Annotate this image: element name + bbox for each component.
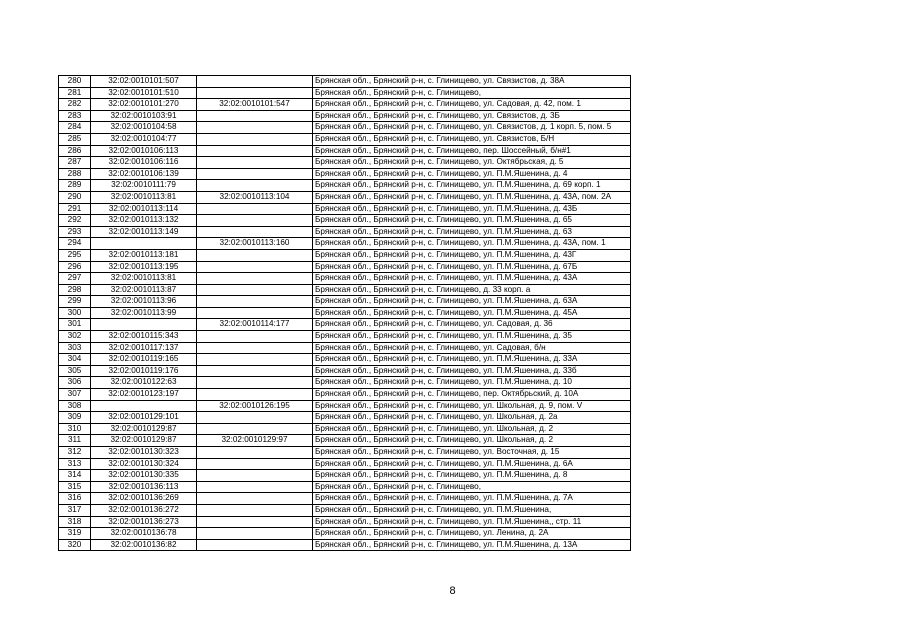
related-cadastral-number-cell: [197, 203, 313, 215]
cadastral-number-cell: 32:02:0010136:273: [91, 516, 197, 528]
row-number-cell: 308: [59, 400, 91, 412]
related-cadastral-number-cell: [197, 284, 313, 296]
address-cell: Брянская обл., Брянский р-н, с. Глинищево, ул. П.М.Яшенина, д. 43А, пом. 2А: [313, 191, 631, 203]
related-cadastral-number-cell: [197, 249, 313, 261]
row-number-cell: 309: [59, 412, 91, 424]
cadastral-number-cell: 32:02:0010113:132: [91, 215, 197, 227]
table-row: [59, 365, 631, 377]
table-row: [59, 122, 631, 134]
related-cadastral-number-cell: [197, 122, 313, 134]
row-number-cell: 307: [59, 389, 91, 401]
table-row: [59, 110, 631, 122]
related-cadastral-number-cell: 32:02:0010101:547: [197, 99, 313, 111]
table-row: [59, 412, 631, 424]
registry-table: [58, 75, 631, 551]
cadastral-number-cell: 32:02:0010113:149: [91, 226, 197, 238]
related-cadastral-number-cell: [197, 157, 313, 169]
address-cell: Брянская обл., Брянский р-н, с. Глинищево, ул. П.М.Яшенина, д. 4: [313, 168, 631, 180]
row-number-cell: 302: [59, 331, 91, 343]
cadastral-number-cell: 32:02:0010123:197: [91, 389, 197, 401]
address-cell: Брянская обл., Брянский р-н, с. Глинищево, ул. Школьная, д. 2а: [313, 412, 631, 424]
related-cadastral-number-cell: [197, 447, 313, 459]
related-cadastral-number-cell: 32:02:0010114:177: [197, 319, 313, 331]
address-cell: Брянская обл., Брянский р-н, с. Глинищево, ул. П.М.Яшенина, д. 33А: [313, 354, 631, 366]
cadastral-number-cell: 32:02:0010101:507: [91, 76, 197, 88]
related-cadastral-number-cell: [197, 273, 313, 285]
cadastral-number-cell: 32:02:0010130:335: [91, 470, 197, 482]
address-cell: Брянская обл., Брянский р-н, с. Глинищево, д. 33 корп. а: [313, 284, 631, 296]
table-row: [59, 145, 631, 157]
row-number-cell: 292: [59, 215, 91, 227]
cadastral-number-cell: 32:02:0010113:81: [91, 191, 197, 203]
related-cadastral-number-cell: [197, 389, 313, 401]
address-cell: Брянская обл., Брянский р-н, с. Глинищево, ул. Садовая, д. 36: [313, 319, 631, 331]
cadastral-number-cell: [91, 400, 197, 412]
address-cell: Брянская обл., Брянский р-н, с. Глинищево, ул. Связистов, д. 38А: [313, 76, 631, 88]
cadastral-number-cell: 32:02:0010113:195: [91, 261, 197, 273]
address-cell: Брянская обл., Брянский р-н, с. Глинищево, ул. П.М.Яшенина, д. 65: [313, 215, 631, 227]
row-number-cell: 313: [59, 458, 91, 470]
row-number-cell: 280: [59, 76, 91, 88]
cadastral-number-cell: 32:02:0010104:77: [91, 133, 197, 145]
row-number-cell: 297: [59, 273, 91, 285]
page-number: 8: [449, 585, 456, 597]
address-cell: Брянская обл., Брянский р-н, с. Глинищево, ул. П.М.Яшенина, д. 43Б: [313, 203, 631, 215]
row-number-cell: 283: [59, 110, 91, 122]
row-number-cell: 305: [59, 365, 91, 377]
related-cadastral-number-cell: [197, 354, 313, 366]
registry-table-body: [59, 76, 631, 551]
cadastral-number-cell: 32:02:0010106:139: [91, 168, 197, 180]
row-number-cell: 300: [59, 307, 91, 319]
cadastral-number-cell: [91, 238, 197, 250]
cadastral-number-cell: 32:02:0010113:99: [91, 307, 197, 319]
related-cadastral-number-cell: [197, 365, 313, 377]
table-row: [59, 400, 631, 412]
row-number-cell: 306: [59, 377, 91, 389]
related-cadastral-number-cell: [197, 226, 313, 238]
cadastral-number-cell: 32:02:0010113:81: [91, 273, 197, 285]
related-cadastral-number-cell: [197, 470, 313, 482]
row-number-cell: 311: [59, 435, 91, 447]
table-row: [59, 319, 631, 331]
row-number-cell: 281: [59, 87, 91, 99]
related-cadastral-number-cell: 32:02:0010113:160: [197, 238, 313, 250]
row-number-cell: 294: [59, 238, 91, 250]
table-row: [59, 215, 631, 227]
row-number-cell: 319: [59, 528, 91, 540]
table-row: [59, 296, 631, 308]
related-cadastral-number-cell: [197, 504, 313, 516]
related-cadastral-number-cell: [197, 168, 313, 180]
row-number-cell: 304: [59, 354, 91, 366]
address-cell: Брянская обл., Брянский р-н, с. Глинищево, ул. П.М.Яшенина,, стр. 11: [313, 516, 631, 528]
table-row: [59, 528, 631, 540]
address-cell: Брянская обл., Брянский р-н, с. Глинищево, пер. Шоссейный, б/н#1: [313, 145, 631, 157]
table-row: [59, 423, 631, 435]
address-cell: Брянская обл., Брянский р-н, с. Глинищево, ул. П.М.Яшенина, д. 43А, пом. 1: [313, 238, 631, 250]
row-number-cell: 316: [59, 493, 91, 505]
cadastral-number-cell: 32:02:0010106:116: [91, 157, 197, 169]
address-cell: Брянская обл., Брянский р-н, с. Глинищево, ул. П.М.Яшенина, д. 43А: [313, 273, 631, 285]
address-cell: Брянская обл., Брянский р-н, с. Глинищево, ул. П.М.Яшенина,: [313, 504, 631, 516]
related-cadastral-number-cell: [197, 133, 313, 145]
table-row: [59, 493, 631, 505]
related-cadastral-number-cell: 32:02:0010129:97: [197, 435, 313, 447]
row-number-cell: 320: [59, 539, 91, 551]
table-row: [59, 331, 631, 343]
row-number-cell: 296: [59, 261, 91, 273]
cadastral-number-cell: 32:02:0010130:324: [91, 458, 197, 470]
cadastral-number-cell: 32:02:0010129:101: [91, 412, 197, 424]
row-number-cell: 295: [59, 249, 91, 261]
cadastral-number-cell: 32:02:0010136:269: [91, 493, 197, 505]
table-row: [59, 226, 631, 238]
cadastral-number-cell: 32:02:0010119:176: [91, 365, 197, 377]
cadastral-number-cell: 32:02:0010111:79: [91, 180, 197, 192]
table-row: [59, 539, 631, 551]
table-row: [59, 168, 631, 180]
row-number-cell: 289: [59, 180, 91, 192]
address-cell: Брянская обл., Брянский р-н, с. Глинищево, ул. П.М.Яшенина, д. 7А: [313, 493, 631, 505]
cadastral-number-cell: 32:02:0010136:82: [91, 539, 197, 551]
related-cadastral-number-cell: [197, 180, 313, 192]
cadastral-number-cell: [91, 319, 197, 331]
row-number-cell: 298: [59, 284, 91, 296]
cadastral-number-cell: 32:02:0010101:510: [91, 87, 197, 99]
related-cadastral-number-cell: [197, 76, 313, 88]
row-number-cell: 318: [59, 516, 91, 528]
row-number-cell: 282: [59, 99, 91, 111]
related-cadastral-number-cell: [197, 423, 313, 435]
address-cell: Брянская обл., Брянский р-н, с. Глинищево, ул. П.М.Яшенина, д. 10: [313, 377, 631, 389]
cadastral-number-cell: 32:02:0010106:113: [91, 145, 197, 157]
table-row: [59, 504, 631, 516]
address-cell: Брянская обл., Брянский р-н, с. Глинищево,: [313, 87, 631, 99]
address-cell: Брянская обл., Брянский р-н, с. Глинищево, ул. П.М.Яшенина, д. 13А: [313, 539, 631, 551]
row-number-cell: 314: [59, 470, 91, 482]
address-cell: Брянская обл., Брянский р-н, с. Глинищево, ул. Школьная, д. 2: [313, 435, 631, 447]
related-cadastral-number-cell: [197, 296, 313, 308]
table-row: [59, 458, 631, 470]
table-row: [59, 307, 631, 319]
table-row: [59, 99, 631, 111]
related-cadastral-number-cell: [197, 215, 313, 227]
row-number-cell: 288: [59, 168, 91, 180]
row-number-cell: 317: [59, 504, 91, 516]
cadastral-number-cell: 32:02:0010117:137: [91, 342, 197, 354]
table-row: [59, 87, 631, 99]
address-cell: Брянская обл., Брянский р-н, с. Глинищево, ул. П.М.Яшенина, д. 8: [313, 470, 631, 482]
related-cadastral-number-cell: [197, 528, 313, 540]
address-cell: Брянская обл., Брянский р-н, с. Глинищево, ул. Связистов, Б/Н: [313, 133, 631, 145]
address-cell: Брянская обл., Брянский р-н, с. Глинищево, ул. Связистов, д. 1 корп. 5, пом. 5: [313, 122, 631, 134]
row-number-cell: 287: [59, 157, 91, 169]
address-cell: Брянская обл., Брянский р-н, с. Глинищево, ул. П.М.Яшенина, д. 35: [313, 331, 631, 343]
cadastral-number-cell: 32:02:0010113:87: [91, 284, 197, 296]
related-cadastral-number-cell: [197, 87, 313, 99]
cadastral-number-cell: 32:02:0010129:87: [91, 435, 197, 447]
row-number-cell: 293: [59, 226, 91, 238]
address-cell: Брянская обл., Брянский р-н, с. Глинищево, ул. Восточная, д. 15: [313, 447, 631, 459]
address-cell: Брянская обл., Брянский р-н, с. Глинищево, ул. Ленина, д. 2А: [313, 528, 631, 540]
address-cell: Брянская обл., Брянский р-н, с. Глинищево, ул. Связистов, д. 3Б: [313, 110, 631, 122]
table-row: [59, 261, 631, 273]
cadastral-number-cell: 32:02:0010136:113: [91, 481, 197, 493]
address-cell: Брянская обл., Брянский р-н, с. Глинищево, ул. Октябрьская, д. 5: [313, 157, 631, 169]
cadastral-number-cell: 32:02:0010136:272: [91, 504, 197, 516]
address-cell: Брянская обл., Брянский р-н, с. Глинищево, пер. Октябрьский, д. 10А: [313, 389, 631, 401]
cadastral-number-cell: 32:02:0010136:78: [91, 528, 197, 540]
row-number-cell: 299: [59, 296, 91, 308]
related-cadastral-number-cell: [197, 412, 313, 424]
row-number-cell: 285: [59, 133, 91, 145]
table-row: [59, 377, 631, 389]
address-cell: Брянская обл., Брянский р-н, с. Глинищево, ул. Школьная, д. 9, пом. V: [313, 400, 631, 412]
related-cadastral-number-cell: [197, 458, 313, 470]
related-cadastral-number-cell: [197, 377, 313, 389]
cadastral-number-cell: 32:02:0010101:270: [91, 99, 197, 111]
cadastral-number-cell: 32:02:0010130:323: [91, 447, 197, 459]
related-cadastral-number-cell: [197, 307, 313, 319]
table-row: [59, 238, 631, 250]
table-row: [59, 447, 631, 459]
table-row: [59, 354, 631, 366]
table-row: [59, 203, 631, 215]
cadastral-number-cell: 32:02:0010119:165: [91, 354, 197, 366]
table-row: [59, 481, 631, 493]
address-cell: Брянская обл., Брянский р-н, с. Глинищево, ул. П.М.Яшенина, д. 43Г: [313, 249, 631, 261]
table-row: [59, 191, 631, 203]
address-cell: Брянская обл., Брянский р-н, с. Глинищево, ул. П.М.Яшенина, д. 33б: [313, 365, 631, 377]
table-row: [59, 284, 631, 296]
table-row: [59, 470, 631, 482]
related-cadastral-number-cell: [197, 261, 313, 273]
row-number-cell: 286: [59, 145, 91, 157]
related-cadastral-number-cell: [197, 493, 313, 505]
table-row: [59, 249, 631, 261]
row-number-cell: 284: [59, 122, 91, 134]
table-row: [59, 76, 631, 88]
address-cell: Брянская обл., Брянский р-н, с. Глинищево, ул. Садовая, д. 42, пом. 1: [313, 99, 631, 111]
cadastral-number-cell: 32:02:0010103:91: [91, 110, 197, 122]
row-number-cell: 315: [59, 481, 91, 493]
address-cell: Брянская обл., Брянский р-н, с. Глинищево, ул. Школьная, д. 2: [313, 423, 631, 435]
table-row: [59, 157, 631, 169]
table-row: [59, 389, 631, 401]
related-cadastral-number-cell: 32:02:0010113:104: [197, 191, 313, 203]
related-cadastral-number-cell: [197, 481, 313, 493]
table-row: [59, 435, 631, 447]
related-cadastral-number-cell: [197, 331, 313, 343]
address-cell: Брянская обл., Брянский р-н, с. Глинищево, ул. П.М.Яшенина, д. 45А: [313, 307, 631, 319]
related-cadastral-number-cell: [197, 342, 313, 354]
address-cell: Брянская обл., Брянский р-н, с. Глинищево, ул. П.М.Яшенина, д. 63: [313, 226, 631, 238]
cadastral-number-cell: 32:02:0010113:114: [91, 203, 197, 215]
table-row: [59, 133, 631, 145]
address-cell: Брянская обл., Брянский р-н, с. Глинищево,: [313, 481, 631, 493]
row-number-cell: 291: [59, 203, 91, 215]
cadastral-number-cell: 32:02:0010122:63: [91, 377, 197, 389]
related-cadastral-number-cell: 32:02:0010126:195: [197, 400, 313, 412]
address-cell: Брянская обл., Брянский р-н, с. Глинищево, ул. П.М.Яшенина, д. 6А: [313, 458, 631, 470]
address-cell: Брянская обл., Брянский р-н, с. Глинищево, ул. П.М.Яшенина, д. 67Б: [313, 261, 631, 273]
table-row: [59, 273, 631, 285]
table-row: [59, 180, 631, 192]
address-cell: Брянская обл., Брянский р-н, с. Глинищево, ул. П.М.Яшенина, д. 63А: [313, 296, 631, 308]
row-number-cell: 290: [59, 191, 91, 203]
address-cell: Брянская обл., Брянский р-н, с. Глинищево, ул. Садовая, б/н: [313, 342, 631, 354]
related-cadastral-number-cell: [197, 516, 313, 528]
cadastral-number-cell: 32:02:0010113:181: [91, 249, 197, 261]
cadastral-number-cell: 32:02:0010104:58: [91, 122, 197, 134]
related-cadastral-number-cell: [197, 110, 313, 122]
address-cell: Брянская обл., Брянский р-н, с. Глинищево, ул. П.М.Яшенина, д. 69 корп. 1: [313, 180, 631, 192]
related-cadastral-number-cell: [197, 539, 313, 551]
row-number-cell: 303: [59, 342, 91, 354]
cadastral-number-cell: 32:02:0010113:96: [91, 296, 197, 308]
related-cadastral-number-cell: [197, 145, 313, 157]
row-number-cell: 301: [59, 319, 91, 331]
cadastral-number-cell: 32:02:0010129:87: [91, 423, 197, 435]
cadastral-number-cell: 32:02:0010115:343: [91, 331, 197, 343]
row-number-cell: 310: [59, 423, 91, 435]
table-row: [59, 342, 631, 354]
row-number-cell: 312: [59, 447, 91, 459]
table-row: [59, 516, 631, 528]
